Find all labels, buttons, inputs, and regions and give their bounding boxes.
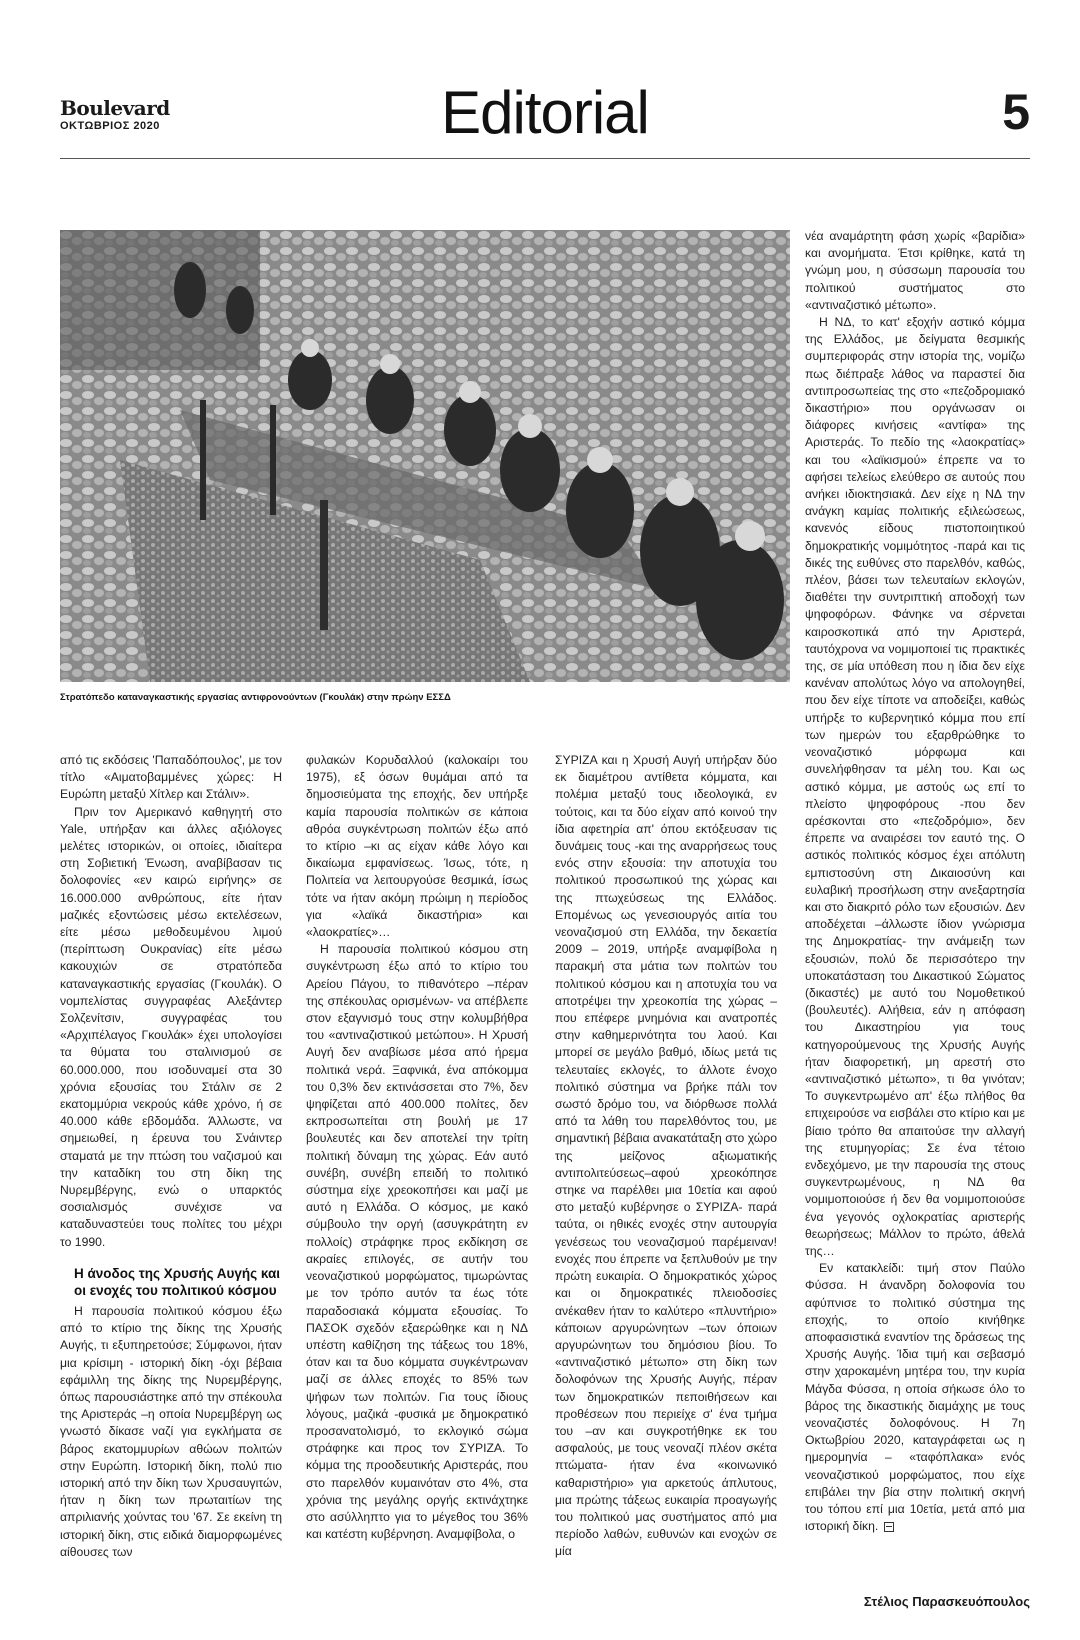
gulag-photo xyxy=(60,230,790,682)
paragraph: από τις εκδόσεις 'Παπαδόπουλος', με τον τίτλο «Αιματοβαμμένες χώρες: Η Ευρώπη μεταξύ Χίτλερ και Στάλιν». xyxy=(60,753,282,802)
photo-illustration xyxy=(60,230,790,682)
page-number: 5 xyxy=(1002,84,1030,140)
subheading: Η άνοδος της Χρυσής Αυγής και οι ενοχές του πολιτικού κόσμου xyxy=(74,1265,281,1298)
article-column-2 xyxy=(306,752,528,1543)
paragraph: φυλακών Κορυδαλλού (καλοκαίρι του 1975), εξ όσων θυμάμαι από τα δημοσιεύματα της εποχής, δεν υπήρξε καμία παρουσία πολιτικών σε κάποια αθρόα συγκέντρωση πολιτών έξω από το κτίριο –κι ας είχαν κάθε λόγο και δικαίωμα εμφανίσεως. Ίσως, τότε, η Πολιτεία να λειτουργούσε θεσμικά, ίσως τότε να ήταν ακόμη πρώιμη η περίοδος για «λαϊκά δικαστήρια» και «λαοκρατίες»… xyxy=(306,753,528,940)
paragraph: Η παρουσία πολιτικού κόσμου στη συγκέντρωση έξω από το κτίριο του Αρείου Πάγου, το πιθανότερο –πέραν της σπέκουλας ορισμένων- να απέβλεπε στον εξαγνισμό τους στην κολυμβήθρα του «αντιναζιστικού μετώπου». Η Χρυσή Αυγή δεν αναβίωσε μέσα από ήρεμα πολιτικά νερά. Ξαφνικά, ένα απόκομμα του 0,3% δεν εκτινάσσεται στο 7%, δεν ψηφίζεται από 400.000 πολίτες, δεν εκπροσωπείται στη βουλή με 17 βουλευτές και δεν αποτελεί την τρίτη πολιτική δύναμη της χώρας. Εάν αυτό συνέβη, συνέβη επειδή το πολιτικό σύστημα είχε χρεοκοπήσει και μαζί με αυτό η Ελλάδα. Ο κόσμος, με κακό σύμβουλο την οργή (ασυγκράτητη εν πολλοίς) στράφηκε προς εκδίκηση σε ακραίες επιλογές, σε αυτήν του νεοναζιστικού μορφώματος, τιμωρώντας με τον τρόπο αυτόν τα έως τότε παραδοσιακά κόμματα εξουσίας. Το ΠΑΣΟΚ σχεδόν εξαερώθηκε και η ΝΔ υπέστη καθίζηση της τάξεως του 18%, όταν και τα δυο κόμματα συγκέντρωναν μαζί σε άλλες εποχές το 85% των ψήφων των πολιτών. Για τους ίδιους λόγους, μαζικά -φυσικά με δημοκρατικό προσανατολισμό, το εκλογικό σώμα στράφηκε και προς τον ΣΥΡΙΖΑ. Το κόμμα της προοδευτικής Αριστεράς, που στο παρελθόν κυμαινόταν στο 4%, στα χρόνια της μεγάλης οργής εκτινάχτηκε στο ασύλληπτο για το μέγεθος του 36% και κατέστη κυβέρνηση. Αναμφίβολα, ο xyxy=(306,942,528,1542)
paragraph: νέα αναμάρτητη φάση χωρίς «βαρίδια» και ανομήματα. Έτσι κρίθηκε, κατά τη γνώμη μου, η σύσσωμη παρουσία του πολιτικού συστήματος στο «αντιναζιστικό μέτωπο». xyxy=(805,229,1025,312)
issue-date: ΟΚΤΩΒΡΙΟΣ 2020 xyxy=(60,120,160,132)
paragraph-text: Εν κατακλείδι: τιμή στον Παύλο Φύσσα. Η άνανδρη δολοφονία του αφύπνισε το πολιτικό σύστημα της εποχής, το οποίο κινήθηκε αποφασιστικά εναντίον της δράσεως της Χρυσής Αυγής. Ίδια τιμή και σεβασμό στην χαροκαμένη μητέρα του, την κυρία Μάγδα Φύσσα, η οποία σήκωσε όλο το βάρος της δικαστικής διαμάχης με τους νεοναζιστές δολοφόνους. Η 7η Οκτωβρίου 2020, καταγράφεται ως η ημερομηνία – «ταφόπλακα» ενός νεοναζιστικού μορφώματος, που είχε επιβάλει την βία στην πολιτική σκηνή του τόπου επί μια 10ετία, μετά από μια ιστορική δίκη. xyxy=(805,1261,1025,1534)
article-column-3 xyxy=(555,752,777,1561)
paragraph: Πριν τον Αμερικανό καθηγητή στο Yale, υπήρξαν και άλλες αξιόλογες μελέτες ιστορικών, οι οποίες, ιδιαίτερα στη Σοβιετική Ένωση, αναβίβασαν τις δολοφονίες «εν καιρώ ειρήνης» σε 16.000.000 ανθρώπους, είτε ήταν μαζικές εξοντώσεις μέσω εκτελέσεων, είτε μέσω μεθοδευμένου λιμού (περίπτωση Ουκρανίας) είτε μέσω κακουχιών σε στρατόπεδα καταναγκαστικής εργασίας (Γκουλάκ). Ο νομπελίστας συγγραφέας Αλεξάντερ Σολζενίτσιν, συγγραφέας του «Αρχιπέλαγος Γκουλάκ» έχει υπολογίσει τα θύματα του σταλινισμού σε 60.000.000, που ισοδυναμεί στα 30 χρόνια εξουσίας του Στάλιν σε 2 εκατομμύρια νεκρούς κάθε χρόνο, ή σε 40.000 κάθε εβδομάδα. Άλλωστε, να σημειωθεί, η έρευνα του Σνάιντερ σταματά με την πτώση του ναζισμού και την καταδίκη του στη δίκη της Νυρεμβέργης, ενώ ο υπαρκτός σοσιαλισμός συνέχισε να καταδυναστεύει τους πολίτες του μέχρι το 1990. xyxy=(60,804,282,1249)
paragraph: Η παρουσία πολιτικού κόσμου έξω από το κτίριο της δίκης της Χρυσής Αυγής, τι εξυπηρετούσε; Σύμφωνοι, ήταν μια κρίσιμη - ιστορική δίκη -όχι βέβαια εφάμιλλη της δίκης της Νυρεμβέργης, όπως παρουσιάστηκε από την σπέκουλα της Αριστεράς –η οποία Νυρεμβέργη ως γνωστό δίκασε ναζί για εγκλήματα σε βάρος εκατομμυρίων αθώων πολιτών στην Ευρώπη. Ιστορική δίκη, πολύ πιο ιστορική από την δίκη των Χρυσαυγιτών, ήταν η δίκη των πρωταιτίων της απριλιανής χούντας του '67. Σε εκείνη τη ιστορική δίκη, στις ειδικά διαμορφωμένες αίθουσες των xyxy=(60,1303,282,1559)
paragraph: ΣΥΡΙΖΑ και η Χρυσή Αυγή υπήρξαν δύο εκ διαμέτρου αντίθετα κόμματα, και πολέμια μεταξύ τους ιδεολογικά, εν τούτοις, και τα δύο είχαν από κοινού την ίδια αφετηρία απ' όπου εκτόξευσαν τις δυνάμεις τους -και της αναρρήσεως τους ενός στην εξουσία: την αποτυχία του πολιτικού προσωπικού της χώρας και της πτωχεύσεως της Ελλάδος. Επομένως ως γενεσιουργός αιτία του νεοναζισμού στη Ελλάδα, την δεκαετία 2009 – 2019, υπήρξε αναμφίβολα η παρακμή στα μάτια των πολιτών του πολιτικού κόσμου και η αποτυχία του να αποτρέψει την χρεοκοπία της χώρας –που επέφερε μνημόνια και ανατροπές στην καθημερινότητα του λαού. Και μπορεί σε μεγάλο βαθμό, ιδίως μετά τις τελευταίες εκλογές, το άλλοτε ένοχο πολιτικό σύστημα να βρήκε πάλι τον σωστό δρόμο του, να διόρθωσε πολλά από τα λάθη του παρελθόντος του, με σημαντική βέβαια ανακατάταξη στο χώρο της μείζονος αξιωματικής αντιπολιτεύσεως–αφού χρεοκόπησε στηκε να παρέλθει μια 10ετία και αφού στο μεταξύ κυβέρνησε ο ΣΥΡΙΖΑ- παρά ταύτα, οι ηθικές ενοχές στην αυτουργία γενέσεως του νεοναζισμού παρέμειναν! ενοχές που έπρεπε να ξεπλυθούν με την πρώτη ευκαιρία. Ο δημοκρατικός χώρος και οι δημοκρατικές πλειοδοσίες ανέκαθεν ήταν το καλύτερο «πλυντήριο» κάποιων αργυρώνητων –των όποιων αργυρώνητων του δημόσιου βίου. Το «αντιναζιστικό μέτωπο» στη δίκη των δολοφόνων της Χρυσής Αυγής, πέραν των δημοκρατικών πεποιθήσεων και προθέσεων που περιείχε σ' ένα τμήμα του –αν και συγκροτήθηκε εκ του ασφαλούς, με τους νεοναζί πλέον σκέτα πτώματα- ήταν ένα «κοινωνικό καθαριστήριο» για αρκετούς άπλυτους, μια πρώτης τάξεως ευκαιρία προαγωγής του πολιτικού μας συστήματος από μια περίοδο λαθών, ευθυνών και ενοχών σε μία xyxy=(555,753,777,1559)
paragraph-final xyxy=(805,1260,1025,1535)
page-header xyxy=(60,78,1030,159)
photo-caption: Στρατόπεδο καταναγκαστικής εργασίας αντιφρονούντων (Γκουλάκ) στην πρώην ΕΣΣΔ xyxy=(60,692,451,703)
end-square-icon xyxy=(884,1522,894,1532)
article-column-4 xyxy=(805,228,1025,1535)
section-title: Editorial xyxy=(441,79,649,146)
paragraph: Η ΝΔ, το κατ' εξοχήν αστικό κόμμα της Ελλάδος, με δείγματα θεσμικής συμπεριφοράς στην ιστορία της, νομίζω πως διέπραξε λάθος να παραστεί δια αντιπροσωπείας της στο «πεζοδρομιακό δικαστήριο» που οργάνωσαν οι διάφορες κινήσεις «αντίφα» της Αριστεράς. Το πεδίο της «λαοκρατίας» και του «λαϊκισμού» έπρεπε να το αφήσει τελείως ελεύθερο σε αυτούς που ανήκει ιδιοκτησιακά. Δεν είχε η ΝΔ την ανάγκη καμίας πολιτικής εξιλεώσεως, κανενός είδους πιστοποιητικού δημοκρατικής νομιμότητος -παρά και τις δικές της ευθύνες στο παρελθόν, καθώς, πλέον, βάσει των τελευταίων εκλογών, διαθέτει την συντριπτική αποδοχή των ψηφοφόρων. Φάνηκε να σέρνεται καιροσκοπικά από την Αριστερά, ταυτόχρονα να νομιμοποιεί τις πρακτικές της, σε μία υπόθεση που η ίδια δεν είχε κανέναν απολύτως λόγο να απολογηθεί, που δεν είχε τίποτε να αποδείξει, καθώς υπήρξε το κυβερνητικό κόμμα που επί των ημερών του εξαρθρώθηκε το νεοναζιστικό μόρφωμα και συνελήφθησαν τα μέλη του. Και ως αστικό κόμμα, με αστούς ως επί το πλείστο ψηφοφόρους -που δεν αρέσκονται στο «πεζοδρόμιο», δεν έπρεπε να αναιρέσει τον εαυτό της. Ο αστικός πολιτικός κόσμος έχει απόλυτη εμπιστοσύνη στη Δικαιοσύνη και ευλαβική προσήλωση στην ανεξαρτησία και στο διακριτό ρόλο των εξουσιών. Δεν αποδέχεται –άλλωστε ίδιον γνώρισμα της Δημοκρατίας- την ανάμειξη των εξουσιών, πολύ δε περισσότερο την υποκατάσταση του Δικαστικού Σώματος (δικαστές) με αυτό του Νομοθετικού (βουλευτές). Αλήθεια, εάν η απόφαση του Δικαστηρίου για τους κατηγορούμενους της Χρυσής Αυγής ήταν διαφορετική, μη αρεστή στο «αντιναζιστικό μέτωπο», τι θα γινόταν; Το συγκεντρωμένο απ' έξω πλήθος θα επιχειρούσε να εισβάλει στο κτίριο και με βίαιο τρόπο θα απαιτούσε την αλλαγή της ετυμηγορίας; Σε ένα τέτοιο ενδεχόμενο, με την παρουσία της στους συγκεντρωμένους, η ΝΔ θα νομιμοποιούσε ή δεν θα νομιμοποιούσε ένα γεγονός οχλοκρατίας αριστερής θεωρήσεως; Μάλλον το πρώτο, άθελά της… xyxy=(805,315,1025,1258)
article-column-1 xyxy=(60,752,282,1561)
author-byline: Στέλιος Παρασκευόπουλος xyxy=(863,1594,1030,1609)
brand-logo: Boulevard xyxy=(60,96,170,120)
